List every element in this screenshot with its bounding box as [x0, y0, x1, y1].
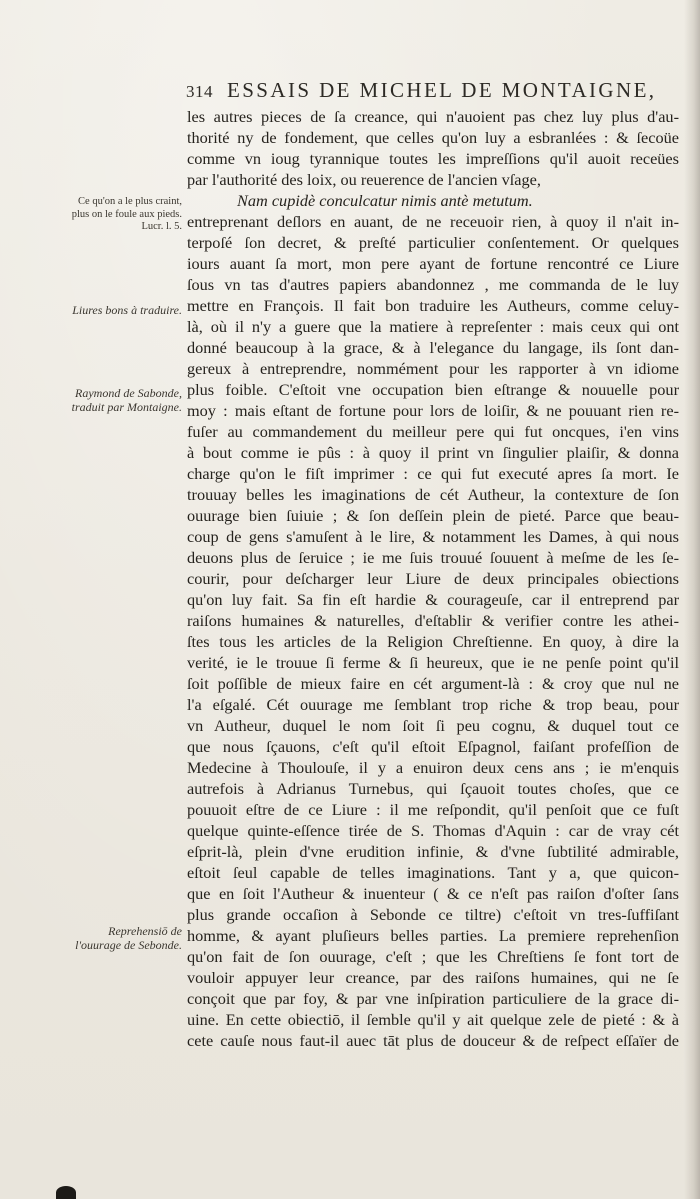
text-line: raiſons humaines & naturelles, d'eſtablir & verifier contre les athei- — [187, 611, 679, 630]
text-line: terpoſé ſon decret, & preſté particulier conſentement. Or quelques — [187, 233, 679, 252]
text-line: ſous vn tas d'autres papiers abandonnez , me commanda de le luy — [187, 275, 679, 294]
text-line: vn Autheur, duquel le nom ſoit ſi peu cognu, & duquel tout ce — [187, 716, 679, 735]
text-line: conçoit que par foy, & par vne inſpiration particuliere de la grace di- — [187, 989, 679, 1008]
text-line: verité, ie le trouue ſi ferme & ſi heureux, que ie ne penſe point qu'il — [187, 653, 679, 672]
text-line: l'a eſgalé. Cét ouurage me ſemblant trop riche & trop beau, pour — [187, 695, 679, 714]
text-line: ſtes tous les articles de la Religion Chreſtienne. En quoy, à dire la — [187, 632, 679, 651]
text-line: cete cauſe nous faut-il auec tāt plus de douceur & de reſpect eſſaïer de — [187, 1031, 679, 1050]
text-line: par l'authorité des loix, ou reuerence de l'ancien vſage, — [187, 170, 541, 189]
text-line: gereux à entreprendre, nommément pour les rapporter à vn idiome — [187, 359, 679, 378]
text-line: ouurage bien ſuiuie ; & ſon deſſein plein de pieté. Parce que beau- — [187, 506, 679, 525]
running-header — [186, 78, 657, 106]
body-text — [187, 106, 679, 1051]
text-line: thorité ny de fondement, que celles qu'on luy a esbranlées : & ſecoüe — [187, 128, 679, 147]
text-line: charge qu'on le fiſt imprimer : ce qui fut executé apres ſa mort. Ie — [187, 464, 679, 483]
text-line: coup de gens s'amuſent à le lire, & notamment les Dames, à qui nous — [187, 527, 679, 546]
text-line: vouloir appuyer leur creance, par des raiſons humaines, qui ne ſe — [187, 968, 679, 987]
text-line: autrefois à Adrianus Turnebus, qui ſçauoit toutes choſes, que ce — [187, 779, 679, 798]
text-line: entreprenant deſlors en auant, de ne receuoir rien, à quoy il n'ait in- — [187, 212, 679, 231]
text-line: mettre en François. Il fait bon traduire les Autheurs, comme celuy- — [187, 296, 679, 315]
text-line: qu'on fait de ſon ouurage, c'eſt ; que les Chreſtiens ſe font tort de — [187, 947, 679, 966]
text-line: que en ſoit l'Autheur & inuenteur ( & ce n'eſt pas raiſon d'oſter ſans — [187, 884, 679, 903]
text-line: deuons plus de ſeruice ; ie me ſuis trouué ſouuent à meſme de les ſe- — [187, 548, 679, 567]
text-line: plus foible. C'eſtoit vne occupation bien eſtrange & nouuelle pour — [187, 380, 679, 399]
text-line: plus grande occaſion à Sebonde ce tiltre) c'eſtoit vn tres-ſuffiſant — [187, 905, 679, 924]
text-line: trouuay belles les imaginations de cét Autheur, la contexture de ſon — [187, 485, 679, 504]
ink-stain — [56, 1186, 76, 1199]
text-line: les autres pieces de ſa creance, qui n'auoient pas chez luy plus d'au- — [187, 107, 679, 126]
text-line: à bout comme ie pûs : à quoy il print vn ſingulier plaiſir, & donna — [187, 443, 679, 462]
latin-quote: Nam cupidè conculcatur nimis antè metutum. — [237, 191, 533, 210]
text-line: fuſer au commandement du meilleur pere qui fut oncques, i'en vins — [187, 422, 679, 441]
running-title: ESSAIS DE MICHEL DE MONTAIGNE, — [227, 78, 657, 102]
text-line: iours auant ſa mort, mon pere ayant de fortune rencontré ce Liure — [187, 254, 679, 273]
text-line: que nous ſçauons, c'eſt qu'il eſtoit Eſpagnol, faiſant profeſſion de — [187, 737, 679, 756]
margin-note-reprehension: Reprehensiō de l'ouurage de Sebonde. — [75, 924, 182, 952]
text-line: moy : mais eſtant de fortune pour lors de loiſir, & ne pouuant rien re- — [187, 401, 679, 420]
text-line: là, où il n'y a guere que la matiere à repreſenter : mais ceux qui ont — [187, 317, 679, 336]
text-line: ſoit poſſible de mieux faire en cét argument-là : & croy que nul ne — [187, 674, 679, 693]
text-line: comme vn ioug tyrannique toutes les impreſſions qu'il auoit receües — [187, 149, 679, 168]
margin-note-translate: Liures bons à traduire. — [72, 303, 182, 317]
page-edge-shadow — [684, 0, 700, 1199]
text-line: pouuoit eſtre de ce Liure : il me reſpondit, qu'il penſoit que ce fuſt — [187, 800, 679, 819]
text-line: donné beaucoup à la grace, & à l'elegance du langage, ils ſont dan- — [187, 338, 679, 357]
text-line: quelque quinte-eſſence tirée de S. Thomas d'Aquin : car de vray cét — [187, 821, 679, 840]
text-line: Medecine à Thoulouſe, il y a enuiron deux cens ans ; ie m'enquis — [187, 758, 679, 777]
margin-note-sebonde: Raymond de Sabonde, traduit par Montaigne. — [71, 386, 182, 414]
text-line: homme, & ayant pluſieurs belles parties. La premiere reprehenſion — [187, 926, 679, 945]
text-line: eſprit-là, plein d'vne erudition infinie, & d'vne ſubtilité admirable, — [187, 842, 679, 861]
text-line: qu'on luy fait. Sa fin eſt hardie & courageuſe, car il entreprend par — [187, 590, 679, 609]
text-line: uine. En cette obiectiō, il ſemble qu'il y ait quelque zele de pieté : & à — [187, 1010, 679, 1029]
text-line: eſtoit ſeul capable de telles imaginations. Tant y a, que quicon- — [187, 863, 679, 882]
page-number: 314 — [186, 82, 213, 101]
text-line: courir, pour deſcharger leur Liure de deux principales obiections — [187, 569, 679, 588]
margin-note-lucretius: Ce qu'on a le plus craint, plus on le foule aux pieds. Lucr. l. 5. — [71, 196, 182, 232]
